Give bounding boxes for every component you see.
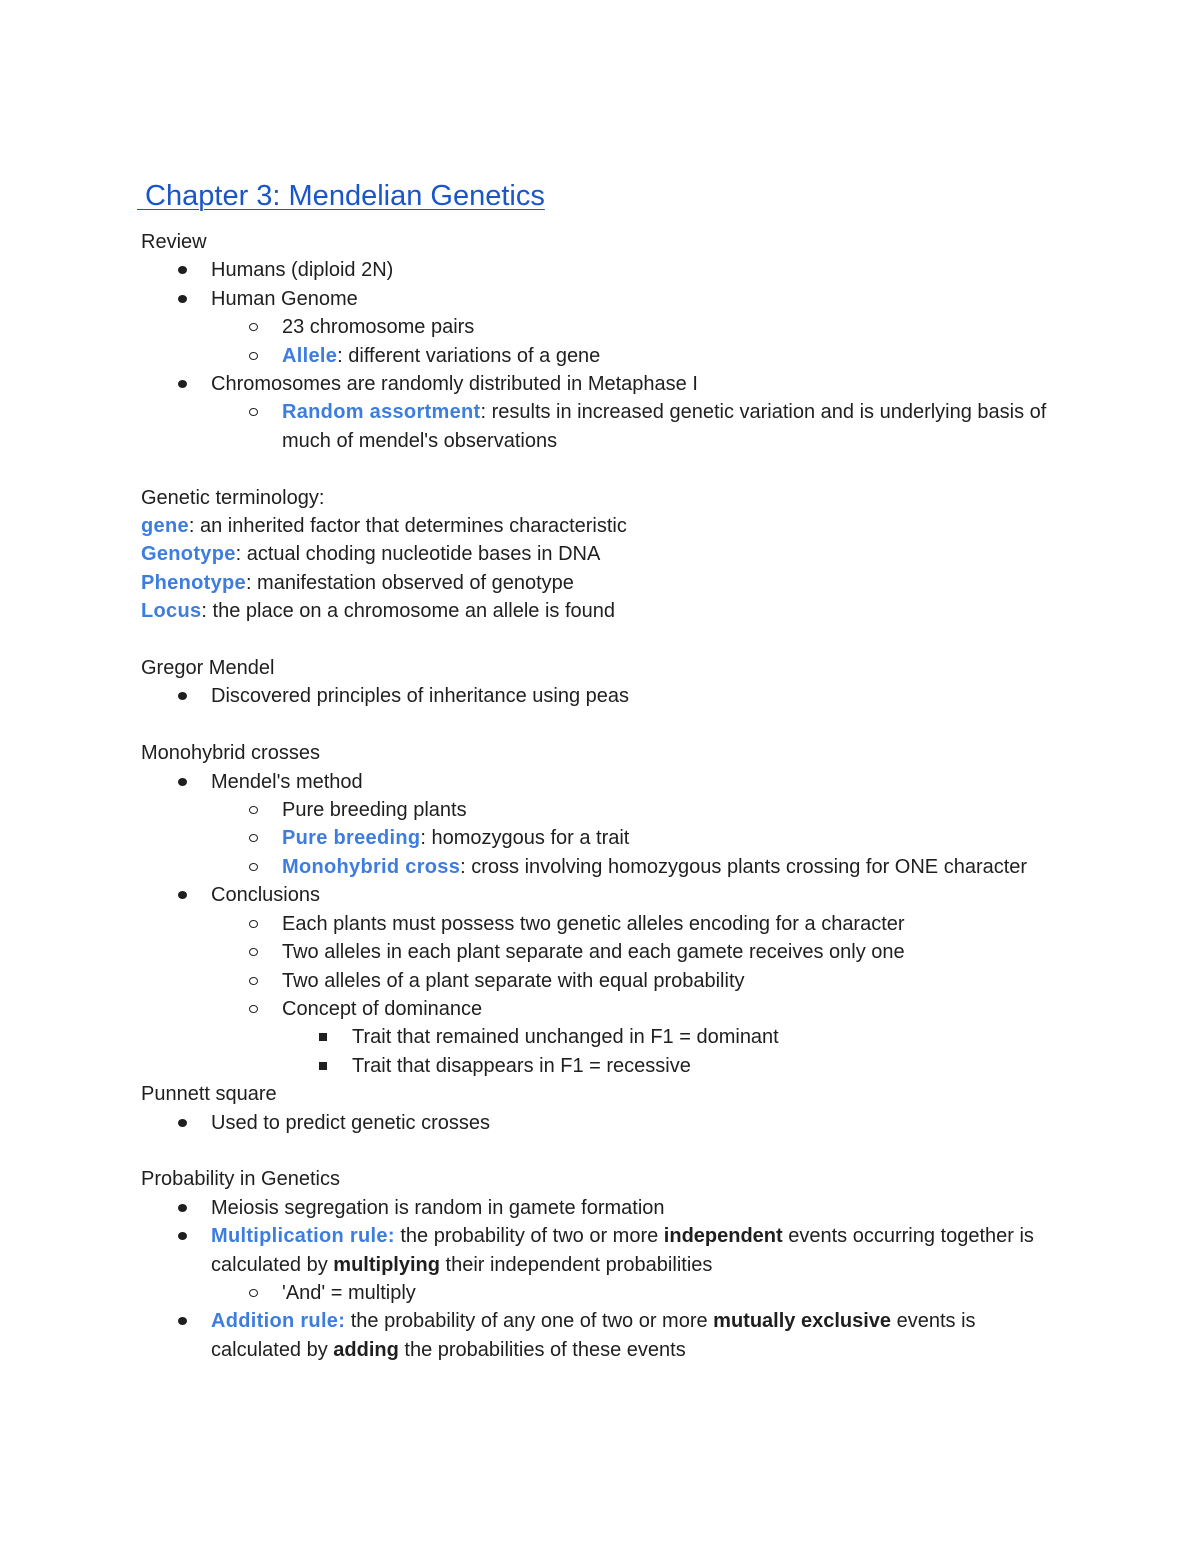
emphasis-adding: adding — [333, 1338, 399, 1361]
section-heading-review: Review — [141, 231, 207, 253]
list-item: 'And' = multiply — [141, 1279, 1061, 1307]
term-phenotype: Phenotype — [141, 571, 246, 594]
list-item: Discovered principles of inheritance using peas — [141, 682, 1061, 710]
list-item: Pure breeding plants — [141, 796, 1061, 824]
list-item: Monohybrid cross: cross involving homozygous plants crossing for ONE character — [141, 853, 1061, 881]
definition-line: Locus: the place on a chromosome an allele is found — [141, 600, 615, 623]
bullet-disc-icon — [178, 1204, 187, 1212]
bullet-circle-icon — [249, 920, 258, 928]
term-allele: Allele — [282, 344, 338, 367]
definition-line: gene: an inherited factor that determines characteristic — [141, 515, 627, 538]
bullet-disc-icon — [178, 891, 187, 899]
term-random-assortment: Random assortment — [282, 401, 481, 424]
bullet-circle-icon — [249, 834, 258, 842]
list-item: Chromosomes are randomly distributed in Metaphase I — [141, 370, 1061, 398]
definition-line: Genotype: actual choding nucleotide bases in DNA — [141, 543, 601, 566]
blank-line — [141, 455, 1061, 483]
emphasis-independent: independent — [663, 1225, 783, 1248]
emphasis-multiplying: multiplying — [333, 1253, 440, 1276]
list-item: Human Genome — [141, 285, 1061, 313]
list-item: Two alleles in each plant separate and each gamete receives only one — [141, 938, 1061, 966]
list-item: Mendel's method — [141, 768, 1061, 796]
bullet-circle-icon — [249, 977, 258, 985]
bullet-circle-icon — [249, 948, 258, 956]
bullet-circle-icon — [249, 1005, 258, 1013]
list-item: Trait that disappears in F1 = recessive — [141, 1052, 1061, 1080]
section-heading-mendel: Gregor Mendel — [141, 657, 275, 680]
list-item: Multiplication rule: the probability of two or more independent events occurring together is calculated by multiplying their independent probabilities — [141, 1222, 1061, 1279]
term-addition-rule: Addition rule: — [211, 1310, 346, 1333]
list-item: Trait that remained unchanged in F1 = dominant — [141, 1023, 1061, 1051]
bullet-disc-icon — [178, 266, 187, 274]
list-item: 23 chromosome pairs — [141, 313, 1061, 341]
list-item: Humans (diploid 2N) — [141, 256, 1061, 284]
bullet-disc-icon — [178, 380, 187, 388]
list-item: Two alleles of a plant separate with equal probability — [141, 967, 1061, 995]
list-item: Random assortment: results in increased genetic variation and is underlying basis of much of mendel's observations — [141, 398, 1061, 455]
section-heading-terminology: Genetic terminology: — [141, 486, 325, 509]
bullet-square-icon — [319, 1033, 327, 1041]
bullet-circle-icon — [249, 323, 258, 331]
bullet-circle-icon — [249, 1289, 258, 1297]
bullet-disc-icon — [178, 295, 187, 303]
list-item: Allele: different variations of a gene — [141, 342, 1061, 370]
list-item: Meiosis segregation is random in gamete formation — [141, 1194, 1061, 1222]
section-heading-punnett: Punnett square — [141, 1083, 277, 1106]
list-item: Used to predict genetic crosses — [141, 1109, 1061, 1137]
term-genotype: Genotype — [141, 543, 236, 566]
bullet-circle-icon — [249, 352, 258, 360]
bullet-circle-icon — [249, 806, 258, 814]
bullet-circle-icon — [249, 408, 258, 416]
definition-line: Phenotype: manifestation observed of genotype — [141, 571, 574, 594]
page-title[interactable]: Chapter 3: Mendelian Genetics — [137, 180, 545, 212]
list-item: Each plants must possess two genetic alleles encoding for a character — [141, 910, 1061, 938]
bullet-disc-icon — [178, 692, 187, 700]
blank-line — [141, 711, 1061, 739]
term-gene: gene — [141, 515, 189, 538]
bullet-square-icon — [319, 1062, 327, 1070]
term-monohybrid-cross: Monohybrid cross — [282, 855, 461, 878]
list-item: Addition rule: the probability of any one of two or more mutually exclusive events is calculated by adding the probabilities of these events — [141, 1307, 1061, 1364]
term-pure-breeding: Pure breeding — [282, 827, 421, 850]
bullet-disc-icon — [178, 1317, 187, 1325]
list-item: Concept of dominance — [141, 995, 1061, 1023]
section-heading-monohybrid: Monohybrid crosses — [141, 742, 320, 765]
blank-line — [141, 1137, 1061, 1165]
list-item: Pure breeding: homozygous for a trait — [141, 824, 1061, 852]
bullet-circle-icon — [249, 863, 258, 871]
term-multiplication-rule: Multiplication rule: — [211, 1225, 395, 1248]
bullet-disc-icon — [178, 778, 187, 786]
emphasis-mutually-exclusive: mutually exclusive — [713, 1310, 892, 1333]
list-item: Conclusions — [141, 881, 1061, 909]
term-locus: Locus — [141, 600, 202, 623]
blank-line — [141, 626, 1061, 654]
bullet-disc-icon — [178, 1119, 187, 1127]
section-heading-probability: Probability in Genetics — [141, 1168, 340, 1191]
bullet-disc-icon — [178, 1232, 187, 1240]
document-page — [137, 174, 1061, 1364]
